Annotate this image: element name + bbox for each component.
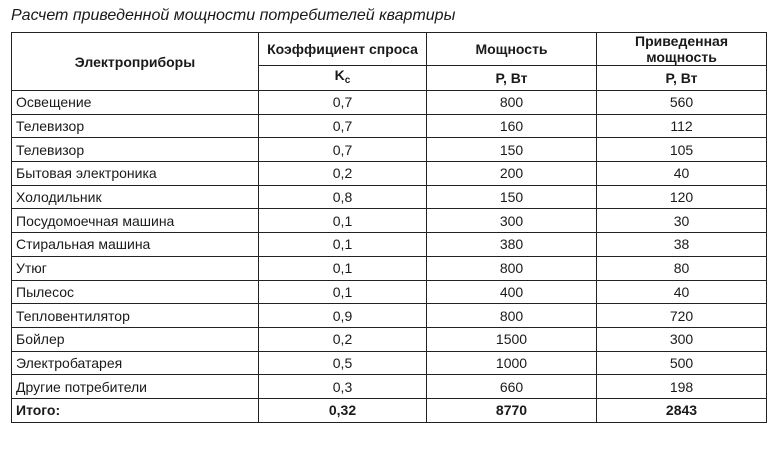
cell-reduced: 720: [597, 304, 767, 328]
coef-symbol: K: [334, 67, 345, 83]
power-table: [11, 32, 767, 423]
cell-power: 800: [427, 91, 597, 115]
cell-appliance: Утюг: [12, 256, 259, 280]
total-reduced: 2843: [597, 398, 767, 422]
table-header: [12, 33, 767, 91]
cell-power: 400: [427, 280, 597, 304]
cell-power: 800: [427, 256, 597, 280]
document-title: Расчет приведенной мощности потребителей квартиры: [11, 7, 456, 24]
cell-power: 150: [427, 138, 597, 162]
cell-power: 800: [427, 304, 597, 328]
table-row: [12, 256, 767, 280]
table-row: [12, 280, 767, 304]
cell-power: 660: [427, 375, 597, 399]
cell-power: 200: [427, 162, 597, 186]
cell-appliance: Другие потребители: [12, 375, 259, 399]
table-row: [12, 185, 767, 209]
table-row: [12, 114, 767, 138]
total-label: Итого:: [12, 398, 259, 422]
header-reduced-power: Приведенная мощность: [597, 33, 767, 66]
header-coef-symbol: [259, 66, 427, 91]
cell-reduced: 198: [597, 375, 767, 399]
table-row: [12, 138, 767, 162]
cell-power: 380: [427, 233, 597, 257]
cell-coef: 0,8: [259, 185, 427, 209]
cell-coef: 0,5: [259, 351, 427, 375]
header-power-unit: P, Вт: [427, 66, 597, 91]
cell-coef: 0,3: [259, 375, 427, 399]
total-power: 8770: [427, 398, 597, 422]
total-coef: 0,32: [259, 398, 427, 422]
cell-appliance: Пылесос: [12, 280, 259, 304]
cell-coef: 0,1: [259, 280, 427, 304]
header-reduced-unit: P, Вт: [597, 66, 767, 91]
cell-appliance: Бойлер: [12, 327, 259, 351]
header-power: Мощность: [427, 33, 597, 66]
cell-reduced: 40: [597, 280, 767, 304]
cell-reduced: 40: [597, 162, 767, 186]
table-row: [12, 327, 767, 351]
cell-reduced: 500: [597, 351, 767, 375]
cell-reduced: 560: [597, 91, 767, 115]
table-row: [12, 233, 767, 257]
cell-power: 1000: [427, 351, 597, 375]
table-row: [12, 375, 767, 399]
cell-reduced: 30: [597, 209, 767, 233]
total-row: [12, 398, 767, 422]
table-row: [12, 351, 767, 375]
cell-coef: 0,1: [259, 209, 427, 233]
cell-coef: 0,2: [259, 327, 427, 351]
cell-reduced: 80: [597, 256, 767, 280]
cell-power: 300: [427, 209, 597, 233]
cell-coef: 0,1: [259, 256, 427, 280]
cell-reduced: 38: [597, 233, 767, 257]
header-row: [12, 33, 767, 66]
cell-power: 1500: [427, 327, 597, 351]
cell-appliance: Холодильник: [12, 185, 259, 209]
cell-reduced: 105: [597, 138, 767, 162]
header-demand-coefficient: Коэффициент спроса: [259, 33, 427, 66]
coef-subscript: c: [344, 75, 351, 86]
cell-coef: 0,1: [259, 233, 427, 257]
cell-coef: 0,9: [259, 304, 427, 328]
cell-coef: 0,7: [259, 138, 427, 162]
table-row: [12, 91, 767, 115]
table-body: [12, 91, 767, 423]
cell-coef: 0,7: [259, 91, 427, 115]
table-row: [12, 304, 767, 328]
cell-coef: 0,2: [259, 162, 427, 186]
cell-appliance: Освещение: [12, 91, 259, 115]
cell-appliance: Стиральная машина: [12, 233, 259, 257]
table-row: [12, 162, 767, 186]
cell-appliance: Телевизор: [12, 114, 259, 138]
cell-power: 160: [427, 114, 597, 138]
cell-reduced: 120: [597, 185, 767, 209]
cell-reduced: 112: [597, 114, 767, 138]
cell-appliance: Бытовая электроника: [12, 162, 259, 186]
cell-appliance: Электробатарея: [12, 351, 259, 375]
cell-appliance: Тепловентилятор: [12, 304, 259, 328]
cell-appliance: Посудомоечная машина: [12, 209, 259, 233]
header-appliances: Электроприборы: [12, 33, 259, 91]
table-row: [12, 209, 767, 233]
cell-power: 150: [427, 185, 597, 209]
cell-coef: 0,7: [259, 114, 427, 138]
cell-appliance: Телевизор: [12, 138, 259, 162]
cell-reduced: 300: [597, 327, 767, 351]
